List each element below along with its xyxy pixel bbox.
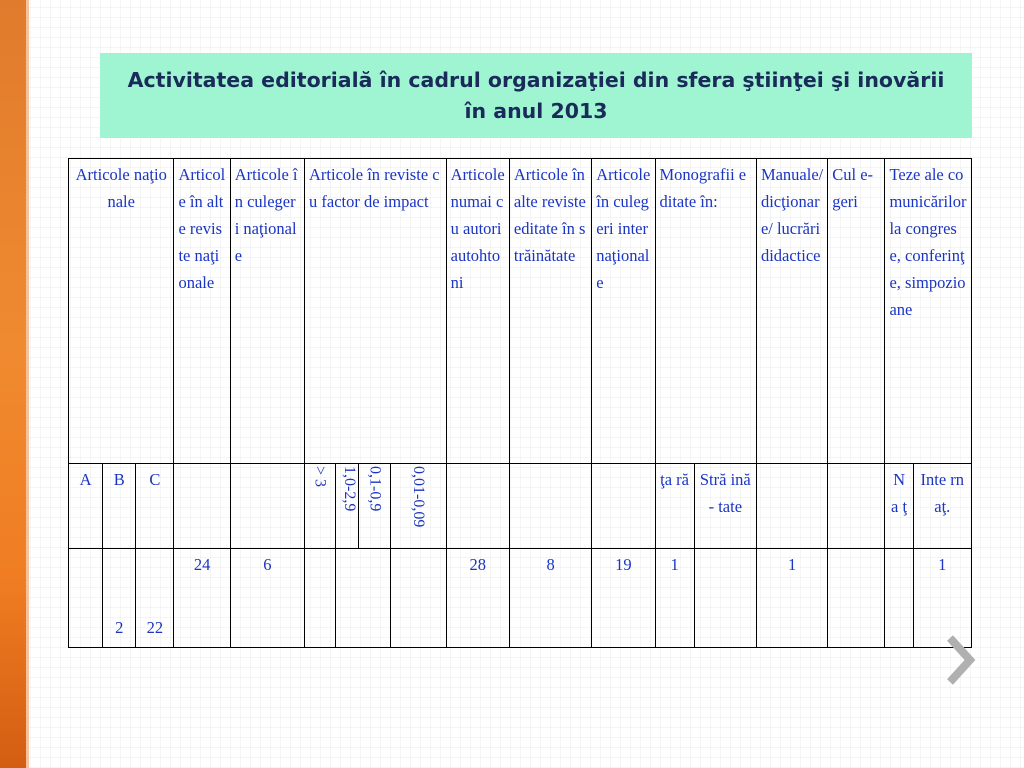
header-monografii: Monografii editate în: <box>655 159 756 464</box>
values-row <box>69 549 972 648</box>
header-culegeri: Cul e- geri <box>828 159 885 464</box>
value-culegeri <box>828 549 885 648</box>
subheader-range-1-2-9: 1,0-2,9 <box>341 466 359 512</box>
value-monografii-strainatate <box>694 549 756 648</box>
header-culegeri-nationale: Articole în culegeri naţionale <box>230 159 304 464</box>
subheader-tara: ţa ră <box>655 464 694 549</box>
header-culegeri-internationale: Articole în culegeri internaţionale <box>592 159 655 464</box>
value-culegeri-nationale: 6 <box>230 549 304 648</box>
value-gt3 <box>305 549 336 648</box>
subheader-empty <box>509 464 591 549</box>
subheader-b: B <box>103 464 136 549</box>
subheader-row <box>69 464 972 549</box>
value-range-3 <box>391 549 446 648</box>
value-alte-reviste-nationale: 24 <box>174 549 230 648</box>
subheader-c: C <box>136 464 174 549</box>
subheader-empty <box>446 464 509 549</box>
header-autori-autohtoni: Articole numai cu autori autohtoni <box>446 159 509 464</box>
value-manuale: 1 <box>756 549 827 648</box>
subheader-range-0-01-0-09: 0,01-0,09 <box>409 466 427 528</box>
subheader-range-3-cell <box>391 464 446 549</box>
left-accent-bar <box>0 0 26 768</box>
value-a <box>69 549 103 648</box>
subheader-empty <box>592 464 655 549</box>
value-reviste-strainatate: 8 <box>509 549 591 648</box>
slide-title: Activitatea editorială în cadrul organizaţiei din sfera ştiinţei şi inovării în anul 2013 <box>127 67 945 123</box>
subheader-range-0-1-0-9: 0,1-0,9 <box>366 466 384 512</box>
value-autori-autohtoni: 28 <box>446 549 509 648</box>
value-c: 22 <box>136 549 174 648</box>
value-monografii-tara: 1 <box>655 549 694 648</box>
header-articole-nationale: Articole naţionale <box>69 159 174 464</box>
subheader-strainatate: Stră ină- tate <box>694 464 756 549</box>
value-range-1-2 <box>336 549 391 648</box>
subheader-international: Inte rnaţ. <box>913 464 971 549</box>
subheader-empty <box>756 464 827 549</box>
subheader-range-1-cell <box>336 464 359 549</box>
value-b: 2 <box>103 549 136 648</box>
header-alte-reviste-nationale: Articole în alte reviste naţionale <box>174 159 230 464</box>
subheader-gt3: > 3 <box>311 466 329 488</box>
subheader-nat: N a ţ <box>885 464 913 549</box>
publications-table <box>68 158 972 648</box>
subheader-range-2-cell <box>359 464 391 549</box>
header-manuale: Manuale/ dicţionare/ lucrări didactice <box>756 159 827 464</box>
subheader-gt3-cell <box>305 464 336 549</box>
title-box <box>100 53 972 138</box>
header-reviste-strainatate: Articole în alte reviste editate în străinătate <box>509 159 591 464</box>
header-reviste-factor-impact: Articole în reviste cu factor de impact <box>305 159 447 464</box>
value-culegeri-internationale: 19 <box>592 549 655 648</box>
header-teze: Teze ale comunicărilor la congrese, conferinţe, simpozioane <box>885 159 972 464</box>
header-row <box>69 159 972 464</box>
chevron-right-icon[interactable] <box>940 630 980 690</box>
subheader-a: A <box>69 464 103 549</box>
subheader-empty <box>230 464 304 549</box>
value-teze-nat <box>885 549 913 648</box>
subheader-empty <box>174 464 230 549</box>
subheader-empty <box>828 464 885 549</box>
value-teze-international: 1 <box>913 549 971 648</box>
